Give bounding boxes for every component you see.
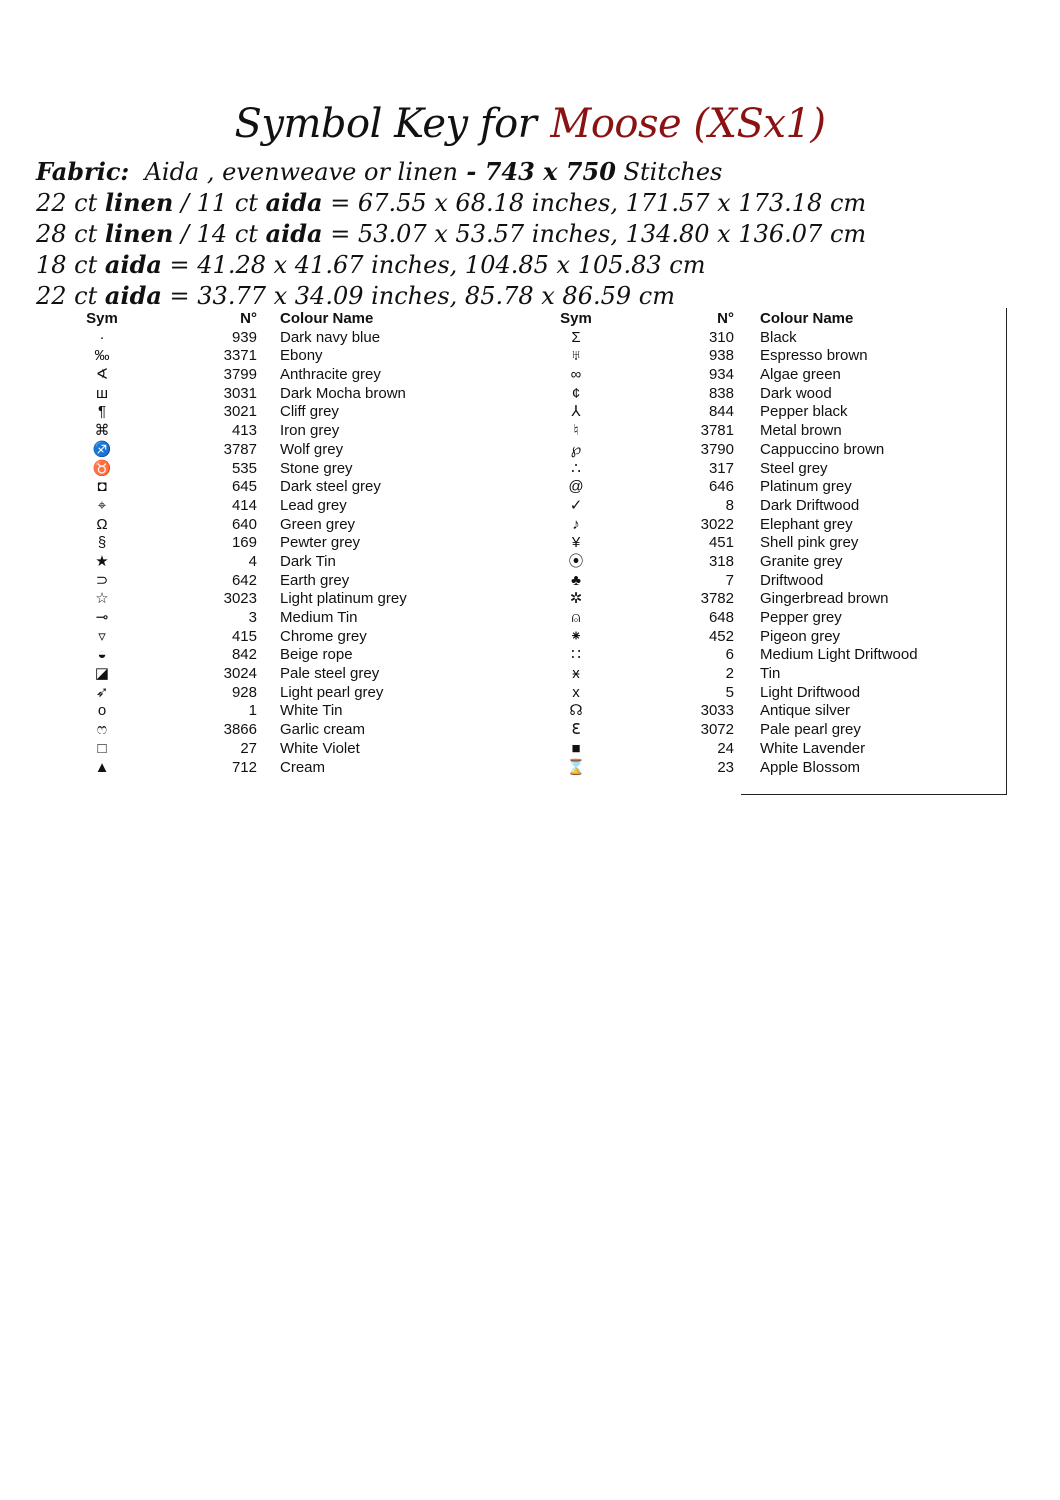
table-header: [80, 310, 480, 329]
colour-number: 7: [725, 571, 734, 589]
colour-number: 640: [231, 515, 257, 533]
colour-name: Steel grey: [760, 459, 828, 477]
symbol-glyph: ⍝: [571, 609, 581, 626]
table-row: [80, 497, 480, 516]
size-text: = 41.28 x 41.67 inches, 104.85 x 105.83 cm: [161, 251, 706, 279]
symbol-glyph: ◘: [97, 478, 107, 496]
colour-name: Pepper black: [760, 403, 848, 421]
symbol-glyph: @: [568, 478, 584, 496]
symbol-glyph: ¢: [571, 384, 581, 402]
table-row: [80, 702, 480, 721]
colour-name: Ebony: [280, 347, 323, 365]
count-label: 28 ct: [36, 220, 98, 248]
count-label: 22 ct: [36, 189, 98, 217]
colour-number: 415: [231, 627, 257, 645]
table-row: [554, 403, 974, 422]
count-label: 14 ct: [196, 220, 258, 248]
fabric-label: Fabric:: [36, 157, 130, 186]
colour-name: Algae green: [760, 366, 841, 384]
fabric-line-2: [36, 187, 1036, 218]
title-text: Symbol Key for: [234, 101, 537, 147]
colour-name: Cream: [280, 758, 326, 776]
colour-number: 452: [708, 627, 734, 645]
colour-name: Beige rope: [280, 646, 353, 664]
colour-name: Metal brown: [760, 422, 842, 440]
table-row: [554, 759, 974, 778]
colour-number: 3782: [700, 590, 734, 608]
colour-number: 310: [708, 328, 734, 346]
colour-name: Dark Driftwood: [760, 496, 860, 514]
count-label: 22 ct: [36, 282, 98, 310]
symbol-glyph: ☆: [95, 590, 109, 608]
table-row: [80, 590, 480, 609]
symbol-glyph: §: [97, 534, 107, 552]
colour-name: Green grey: [280, 515, 356, 533]
colour-name: Elephant grey: [760, 515, 853, 533]
colour-name: Granite grey: [760, 552, 843, 570]
table-row: [80, 572, 480, 591]
fabric-word: linen: [104, 219, 174, 248]
table-row: [80, 422, 480, 441]
symbol-glyph: ℇ: [571, 721, 581, 739]
colour-number: 642: [231, 571, 257, 589]
colour-name: Dark steel grey: [280, 478, 381, 496]
page-title: [0, 96, 1060, 152]
table-row: [554, 516, 974, 535]
colour-number: 928: [231, 683, 257, 701]
colour-name: Pale pearl grey: [760, 721, 861, 739]
symbol-glyph: ➶: [95, 683, 109, 701]
symbol-glyph: o: [97, 702, 107, 720]
symbol-glyph: ✓: [569, 496, 583, 514]
colour-name: Pigeon grey: [760, 627, 841, 645]
table-row: [80, 534, 480, 553]
colour-name: Cliff grey: [280, 403, 339, 421]
table-row: [554, 366, 974, 385]
pattern-name: Moose (XSx1): [550, 101, 826, 147]
symbol-glyph: ш: [95, 384, 109, 402]
fabric-line-4: [36, 249, 1036, 280]
colour-name: Shell pink grey: [760, 534, 859, 552]
colour-name: Garlic cream: [280, 721, 366, 739]
separator: /: [173, 220, 197, 248]
separator: /: [173, 189, 197, 217]
symbol-key-right-column: [554, 310, 974, 777]
header-colour-name: Colour Name: [280, 310, 374, 327]
header-colour-name: Colour Name: [760, 310, 854, 327]
fabric-types: Aida , evenweave or linen: [144, 158, 459, 186]
table-row: [554, 329, 974, 348]
fabric-info: [36, 156, 1036, 311]
symbol-glyph: ¶: [97, 403, 107, 421]
symbol-glyph: ⊸: [95, 609, 109, 626]
symbol-glyph: x: [572, 683, 580, 701]
fabric-line-1: [36, 156, 1036, 187]
table-row: [80, 403, 480, 422]
colour-number: 3072: [700, 721, 734, 739]
fabric-line-3: [36, 218, 1036, 249]
colour-number: 646: [708, 478, 734, 496]
colour-number: 414: [231, 496, 257, 514]
fabric-word: aida: [104, 281, 162, 310]
colour-number: 169: [231, 534, 257, 552]
colour-name: Pale steel grey: [280, 665, 380, 683]
table-row: [554, 740, 974, 759]
table-row: [80, 665, 480, 684]
table-row: [554, 441, 974, 460]
symbol-glyph: ♪: [572, 515, 580, 533]
colour-name: Black: [760, 328, 797, 346]
table-row: [554, 478, 974, 497]
colour-number: 3: [248, 609, 257, 626]
table-row: [80, 646, 480, 665]
colour-number: 712: [231, 758, 257, 776]
table-row: [80, 553, 480, 572]
table-row: [80, 609, 480, 628]
size-text: = 67.55 x 68.18 inches, 171.57 x 173.18 cm: [322, 189, 867, 217]
colour-number: 6: [725, 646, 734, 664]
colour-number: 938: [708, 347, 734, 365]
colour-number: 844: [708, 403, 734, 421]
colour-name: Light Driftwood: [760, 683, 861, 701]
symbol-glyph: ℘: [570, 440, 582, 458]
colour-number: 3799: [223, 366, 257, 384]
colour-name: White Tin: [280, 702, 343, 720]
table-row: [554, 665, 974, 684]
symbol-glyph: ∞: [570, 366, 582, 384]
fabric-word: aida: [265, 188, 323, 217]
table-header: [554, 310, 974, 329]
symbol-glyph: ⦿: [568, 552, 584, 570]
table-row: [554, 460, 974, 479]
table-row: [80, 516, 480, 535]
colour-name: Cappuccino brown: [760, 440, 885, 458]
table-row: [80, 759, 480, 778]
header-sym: Sym: [560, 310, 592, 327]
symbol-glyph: ☊: [569, 702, 583, 720]
symbol-glyph: ⌛: [566, 758, 586, 776]
table-row: [554, 721, 974, 740]
symbol-glyph: ¥: [571, 534, 581, 552]
symbol-glyph: ★: [95, 552, 109, 570]
symbol-glyph: ♐: [92, 440, 112, 458]
symbol-glyph: ▿: [98, 627, 106, 645]
colour-name: Platinum grey: [760, 478, 852, 496]
symbol-glyph: ♮: [573, 422, 579, 440]
colour-number: 3022: [700, 515, 734, 533]
symbol-glyph: ■: [571, 739, 581, 757]
colour-number: 3031: [223, 384, 257, 402]
colour-number: 1: [248, 702, 257, 720]
fabric-word: linen: [104, 188, 174, 217]
count-label: 11 ct: [196, 189, 258, 217]
colour-number: 5: [725, 683, 734, 701]
table-row: [80, 441, 480, 460]
symbol-glyph: ◒: [97, 646, 107, 664]
symbol-key-left-column: [80, 310, 480, 777]
symbol-glyph: ⊃: [95, 571, 109, 589]
colour-name: Dark Mocha brown: [280, 384, 406, 402]
colour-name: Medium Tin: [280, 609, 358, 626]
colour-number: 842: [231, 646, 257, 664]
symbol-glyph: ◪: [94, 665, 110, 683]
table-row: [554, 609, 974, 628]
colour-number: 838: [708, 384, 734, 402]
table-row: [554, 628, 974, 647]
table-row: [554, 422, 974, 441]
table-row: [554, 572, 974, 591]
table-row: [80, 740, 480, 759]
symbol-glyph: ⁕: [569, 627, 583, 645]
symbol-glyph: ♉: [92, 459, 112, 477]
colour-number: 3023: [223, 590, 257, 608]
table-border-right: [1006, 308, 1007, 794]
colour-name: White Lavender: [760, 739, 866, 757]
colour-name: Chrome grey: [280, 627, 367, 645]
fabric-word: aida: [104, 250, 162, 279]
colour-name: Dark navy blue: [280, 328, 381, 346]
symbol-glyph: ✲: [569, 590, 583, 608]
colour-number: 648: [708, 609, 734, 626]
table-row: [554, 646, 974, 665]
colour-name: Apple Blossom: [760, 758, 861, 776]
symbol-glyph: ♅: [570, 347, 582, 365]
symbol-glyph: Σ: [571, 328, 581, 346]
symbol-glyph: □: [97, 739, 107, 757]
colour-number: 4: [248, 552, 257, 570]
symbol-glyph: ⅄: [571, 403, 581, 421]
table-row: [80, 385, 480, 404]
table-row: [554, 385, 974, 404]
colour-number: 23: [717, 758, 734, 776]
colour-number: 3787: [223, 440, 257, 458]
header-sym: Sym: [86, 310, 118, 327]
table-row: [554, 684, 974, 703]
symbol-glyph: ⌖: [97, 496, 107, 514]
table-row: [80, 478, 480, 497]
stitches-word: Stitches: [623, 158, 723, 186]
symbol-glyph: ▲: [94, 758, 110, 776]
colour-name: Espresso brown: [760, 347, 868, 365]
table-row: [554, 497, 974, 516]
colour-name: Earth grey: [280, 571, 350, 589]
colour-name: Pepper grey: [760, 609, 842, 626]
header-number: N°: [240, 310, 257, 327]
colour-name: Pewter grey: [280, 534, 361, 552]
colour-number: 318: [708, 552, 734, 570]
table-row: [80, 366, 480, 385]
size-text: = 33.77 x 34.09 inches, 85.78 x 86.59 cm: [161, 282, 675, 310]
table-row: [80, 721, 480, 740]
fabric-dash: -: [458, 157, 485, 186]
symbol-glyph: ·: [99, 328, 105, 346]
table-row: [554, 534, 974, 553]
table-row: [80, 460, 480, 479]
colour-number: 413: [231, 422, 257, 440]
symbol-glyph: ∴: [571, 459, 581, 477]
fabric-word: aida: [265, 219, 323, 248]
size-text: = 53.07 x 53.57 inches, 134.80 x 136.07 cm: [322, 220, 867, 248]
table-row: [80, 347, 480, 366]
table-row: [80, 684, 480, 703]
symbol-glyph: ♣: [571, 571, 581, 589]
colour-name: Tin: [760, 665, 781, 683]
colour-name: Antique silver: [760, 702, 851, 720]
colour-name: Light pearl grey: [280, 683, 384, 701]
table-border-bottom: [741, 794, 1007, 795]
colour-number: 451: [708, 534, 734, 552]
colour-name: Medium Light Driftwood: [760, 646, 918, 664]
colour-number: 645: [231, 478, 257, 496]
colour-name: Stone grey: [280, 459, 353, 477]
colour-number: 3024: [223, 665, 257, 683]
symbol-glyph: ∷: [571, 646, 581, 664]
table-row: [554, 347, 974, 366]
colour-name: Anthracite grey: [280, 366, 381, 384]
colour-name: Wolf grey: [280, 440, 344, 458]
colour-number: 535: [231, 459, 257, 477]
colour-number: 24: [717, 739, 734, 757]
colour-number: 2: [725, 665, 734, 683]
table-row: [554, 553, 974, 572]
table-row: [554, 590, 974, 609]
header-number: N°: [717, 310, 734, 327]
symbol-glyph: ⌘: [94, 422, 110, 440]
colour-number: 3790: [700, 440, 734, 458]
colour-number: 939: [231, 328, 257, 346]
colour-number: 27: [240, 739, 257, 757]
fabric-line-5: [36, 280, 1036, 311]
symbol-glyph: ෆ: [96, 721, 108, 739]
colour-number: 317: [708, 459, 734, 477]
colour-name: White Violet: [280, 739, 360, 757]
colour-name: Dark Tin: [280, 552, 336, 570]
colour-name: Lead grey: [280, 496, 347, 514]
colour-number: 934: [708, 366, 734, 384]
colour-name: Light platinum grey: [280, 590, 407, 608]
colour-name: Driftwood: [760, 571, 824, 589]
colour-number: 8: [725, 496, 734, 514]
symbol-glyph: ӿ: [572, 665, 580, 683]
colour-name: Dark wood: [760, 384, 832, 402]
colour-number: 3866: [223, 721, 257, 739]
table-row: [80, 329, 480, 348]
table-row: [554, 702, 974, 721]
colour-number: 3371: [223, 347, 257, 365]
colour-name: Iron grey: [280, 422, 340, 440]
colour-number: 3033: [700, 702, 734, 720]
colour-number: 3781: [700, 422, 734, 440]
count-label: 18 ct: [36, 251, 98, 279]
table-row: [80, 628, 480, 647]
colour-number: 3021: [223, 403, 257, 421]
colour-name: Gingerbread brown: [760, 590, 889, 608]
symbol-glyph: ∢: [95, 366, 109, 384]
symbol-glyph: ‰: [94, 347, 110, 365]
symbol-glyph: Ω: [96, 515, 108, 533]
stitch-count: 743 x 750: [484, 157, 616, 186]
